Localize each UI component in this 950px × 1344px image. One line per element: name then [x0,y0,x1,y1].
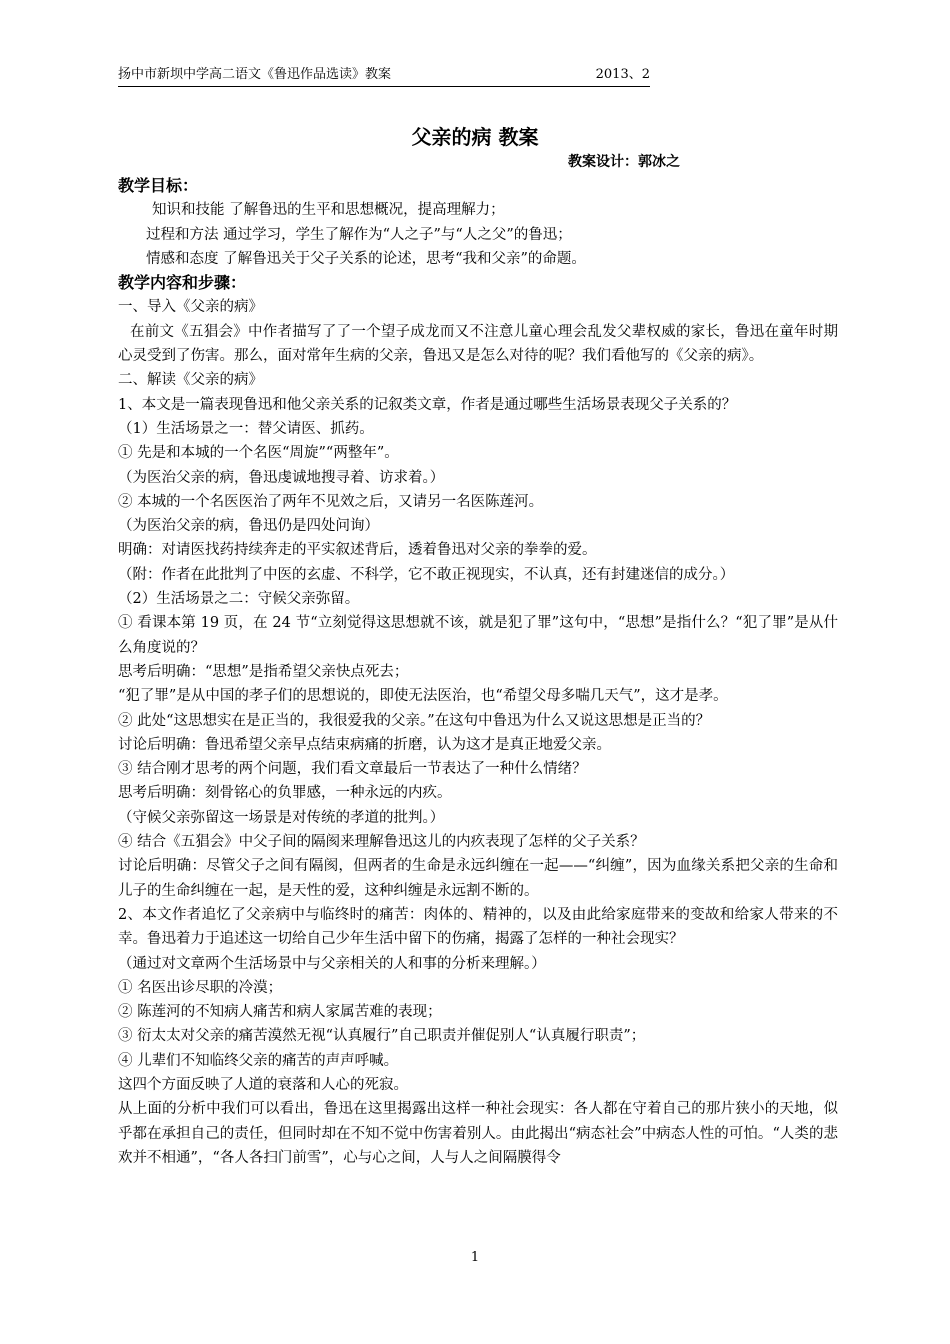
page-header [118,66,650,87]
header-date: 2013、2 [595,67,650,82]
body-line: （为医治父亲的病，鲁迅虔诚地搜寻着、访求着。） [118,469,445,486]
body-line: ② 本城的一个名医医治了两年不见效之后，又请另一名医陈莲河。 [118,493,544,510]
body-line: 二、解读《父亲的病》 [118,372,263,389]
body-line: ② 陈莲河的不知病人痛苦和病人家属苦难的表现； [118,1004,442,1021]
steps-heading: 教学内容和步骤： [118,273,247,293]
body-line: 一、导入《父亲的病》 [118,299,263,316]
body-line: ① 名医出诊尽职的冷漠； [118,979,283,996]
body-line: （守候父亲弥留这一场景是对传统的孝道的批判。） [118,809,445,826]
body-line: （附：作者在此批判了中医的玄虚、不科学，它不敢正视现实，不认真，还有封建迷信的成分。） [118,566,735,583]
body-line: 1、本文是一篇表现鲁迅和他父亲关系的记叙类文章，作者是通过哪些生活场景表现父子关系的？ [118,396,737,413]
body-paragraph: ① 看课本第 19 页，在 24 节“立刻觉得这思想就不该，就是犯了罪”这句中，“思想”是指什么？“犯了罪”是从什么角度说的？ [118,615,838,656]
page-number: 1 [470,1250,480,1265]
body-line: （2）生活场景之二：守候父亲弥留。 [118,591,360,608]
designer-credit: 教案设计：郭冰之 [568,154,680,170]
body-line: 思考后明确：“思想”是指希望父亲快点死去； [118,663,409,680]
body-paragraph: 在前文《五猖会》中作者描写了了一个望子成龙而又不注意儿童心理会乱发父辈权威的家长，鲁迅在童年时期心灵受到了伤害。那么，面对常年生病的父亲，鲁迅又是怎么对待的呢？我们看他写的《父亲的病》。 [118,323,838,365]
body-line: ③ 衍太太对父亲的痛苦漠然无视“认真履行”自己职责并催促别人“认真履行职责”； [118,1028,646,1045]
body-line: 这四个方面反映了人道的衰落和人心的死寂。 [118,1076,408,1093]
document-body [118,174,838,1170]
goal-item: 知识和技能 了解鲁迅的生平和思想概况，提高理解力； [152,202,505,219]
body-line: ④ 儿辈们不知临终父亲的痛苦的声声呼喊。 [118,1052,399,1069]
body-line: 思考后明确：刻骨铭心的负罪感，一种永远的内疚。 [118,785,452,802]
goals-heading: 教学目标： [118,176,199,195]
body-line: ④ 结合《五猖会》中父子间的隔阂来理解鲁迅这儿的内疚表现了怎样的父子关系？ [118,834,645,851]
body-paragraph: 2、本文作者追忆了父亲病中与临终时的痛苦：肉体的、精神的，以及由此给家庭带来的变故和给家人带来的不幸。鲁迅着力于追述这一切给自己少年生活中留下的伤痛，揭露了怎样的一种社会现实？ [118,906,838,948]
goal-item: 过程和方法 通过学习，学生了解作为“人之子”与“人之父”的鲁迅； [146,226,572,243]
body-line: ③ 结合刚才思考的两个问题，我们看文章最后一节表达了一种什么情绪？ [118,761,587,778]
body-line: 明确：对请医找药持续奔走的平实叙述背后，透着鲁迅对父亲的拳拳的爱。 [118,542,597,559]
document-title: 父亲的病 教案 [411,125,539,149]
header-left-text: 扬中市新坝中学高二语文《鲁迅作品选读》教案 [118,67,392,82]
body-line: （通过对文章两个生活场景中与父亲相关的人和事的分析来理解。） [118,955,546,972]
body-paragraph: 从上面的分析中我们可以看出，鲁迅在这里揭露出这样一种社会现实：各人都在守着自己的那片狭小的天地，似乎都在承担自己的责任，但同时却在不知不觉中伤害着别人。由此揭出“病态社会”中病态人性的可怕。“人类的悲欢并不相通”，“各人各扫门前雪”，心与心之间，人与人之间隔膜得令 [118,1101,838,1166]
goal-item: 情感和态度 了解鲁迅关于父子关系的论述，思考“我和父亲”的命题。 [146,250,586,267]
body-line: （为医治父亲的病，鲁迅仍是四处问询） [118,518,379,535]
body-line: （1）生活场景之一：替父请医、抓药。 [118,420,374,437]
body-line: ② 此处“这思想实在是正当的，我很爱我的父亲。”在这句中鲁迅为什么又说这思想是正当的？ [118,712,711,729]
body-line: 讨论后明确：鲁迅希望父亲早点结束病痛的折磨，认为这才是真正地爱父亲。 [118,736,611,753]
body-line: “犯了罪”是从中国的孝子们的思想说的，即使无法医治，也“希望父母多喘几天气”，这才是孝。 [118,688,728,705]
body-paragraph: 讨论后明确：尽管父子之间有隔阂，但两者的生命是永远纠缠在一起——“纠缠”，因为血缘关系把父亲的生命和儿子的生命纠缠在一起，是天性的爱，这种纠缠是永远割不断的。 [118,858,838,899]
body-line: ① 先是和本城的一个名医“周旋”“两整年”。 [118,445,399,462]
